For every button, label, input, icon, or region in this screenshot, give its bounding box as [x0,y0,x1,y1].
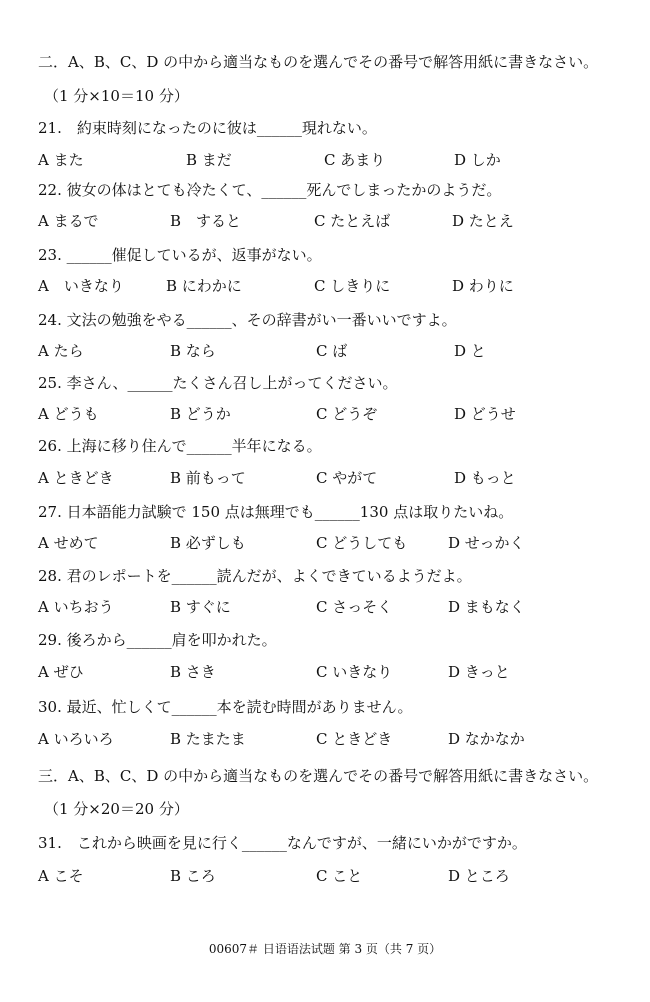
option-b: B にわかに [166,277,242,295]
option-d: D わりに [452,277,514,295]
option-d: D せっかく [448,534,525,552]
option-c: C やがて [316,469,378,487]
option-a: A こそ [38,867,84,885]
option-d: D たとえ [452,212,514,230]
question-27: 27. 日本語能力試験で 150 点は無理でも______130 点は取りたいね。 [38,503,514,521]
option-c: C しきりに [314,277,391,295]
options-24 [38,341,638,361]
option-c: C どうしても [316,534,408,552]
options-22 [38,211,638,231]
question-25: 25. 李さん、______たくさん召し上がってください。 [38,374,398,392]
option-a: A たら [38,342,84,360]
option-b: B たまたま [170,730,246,748]
option-b: B すると [170,212,242,230]
options-28 [38,597,638,617]
option-a: A いろいろ [38,730,114,748]
options-23 [38,276,638,296]
question-22: 22. 彼女の体はとても冷たくて、______死んでしまったかのようだ。 [38,181,502,199]
option-d: D しか [454,151,501,169]
section-2-score: （1 分×10＝10 分） [44,87,189,105]
option-b: B どうか [170,405,231,423]
option-d: D きっと [448,663,510,681]
options-25 [38,404,638,424]
option-d: D と [454,342,486,360]
option-c: C ば [316,342,348,360]
question-26: 26. 上海に移り住んで______半年になる。 [38,437,322,455]
option-b: B さき [170,663,216,681]
options-21 [38,150,638,170]
option-b: B 必ずしも [170,534,246,552]
question-23: 23. ______催促しているが、返事がない。 [38,246,322,264]
option-b: B すぐに [170,598,231,616]
option-c: C さっそく [316,598,393,616]
section-2-heading: 二．A、B、C、D の中から適当なものを選んでその番号で解答用紙に書きなさい。 [38,53,599,71]
option-b: B ころ [170,867,216,885]
question-21: 21. 約束時刻になったのに彼は______現れない。 [38,119,377,137]
option-d: D なかなか [448,730,525,748]
option-a: A いきなり [38,277,124,295]
option-c: C どうぞ [316,405,378,423]
option-c: C たとえば [314,212,391,230]
option-d: D どうせ [454,405,516,423]
option-c: C いきなり [316,663,393,681]
option-a: A ときどき [38,469,114,487]
options-29 [38,662,638,682]
option-a: A また [38,151,84,169]
option-c: C こと [316,867,363,885]
page-footer: 00607＃ 日语语法试题 第 3 页（共 7 页） [208,942,442,956]
option-b: B なら [170,342,216,360]
question-28: 28. 君のレポートを______読んだが、よくできているようだよ。 [38,567,472,585]
question-30: 30. 最近、忙しくて______本を読む時間がありません。 [38,698,413,716]
option-b: B まだ [186,151,232,169]
option-a: A ぜひ [38,663,84,681]
option-c: C ときどき [316,730,393,748]
option-a: A いちおう [38,598,114,616]
options-31 [38,866,638,886]
option-a: A まるで [38,212,99,230]
option-b: B 前もって [170,469,246,487]
option-c: C あまり [324,151,386,169]
option-d: D もっと [454,469,516,487]
question-31: 31. これから映画を見に行く______なんですが、一緒にいかがですか。 [38,834,527,852]
question-24: 24. 文法の勉強をやる______、その辞書がい一番いいですよ。 [38,311,457,329]
option-d: D まもなく [448,598,525,616]
section-3-heading: 三．A、B、C、D の中から適当なものを選んでその番号で解答用紙に書きなさい。 [38,767,599,785]
question-29: 29. 後ろから______肩を叩かれた。 [38,631,277,649]
option-a: A せめて [38,534,99,552]
option-a: A どうも [38,405,99,423]
options-26 [38,468,638,488]
section-3-score: （1 分×20＝20 分） [44,800,189,818]
options-30 [38,729,638,749]
options-27 [38,533,638,553]
option-d: D ところ [448,867,510,885]
